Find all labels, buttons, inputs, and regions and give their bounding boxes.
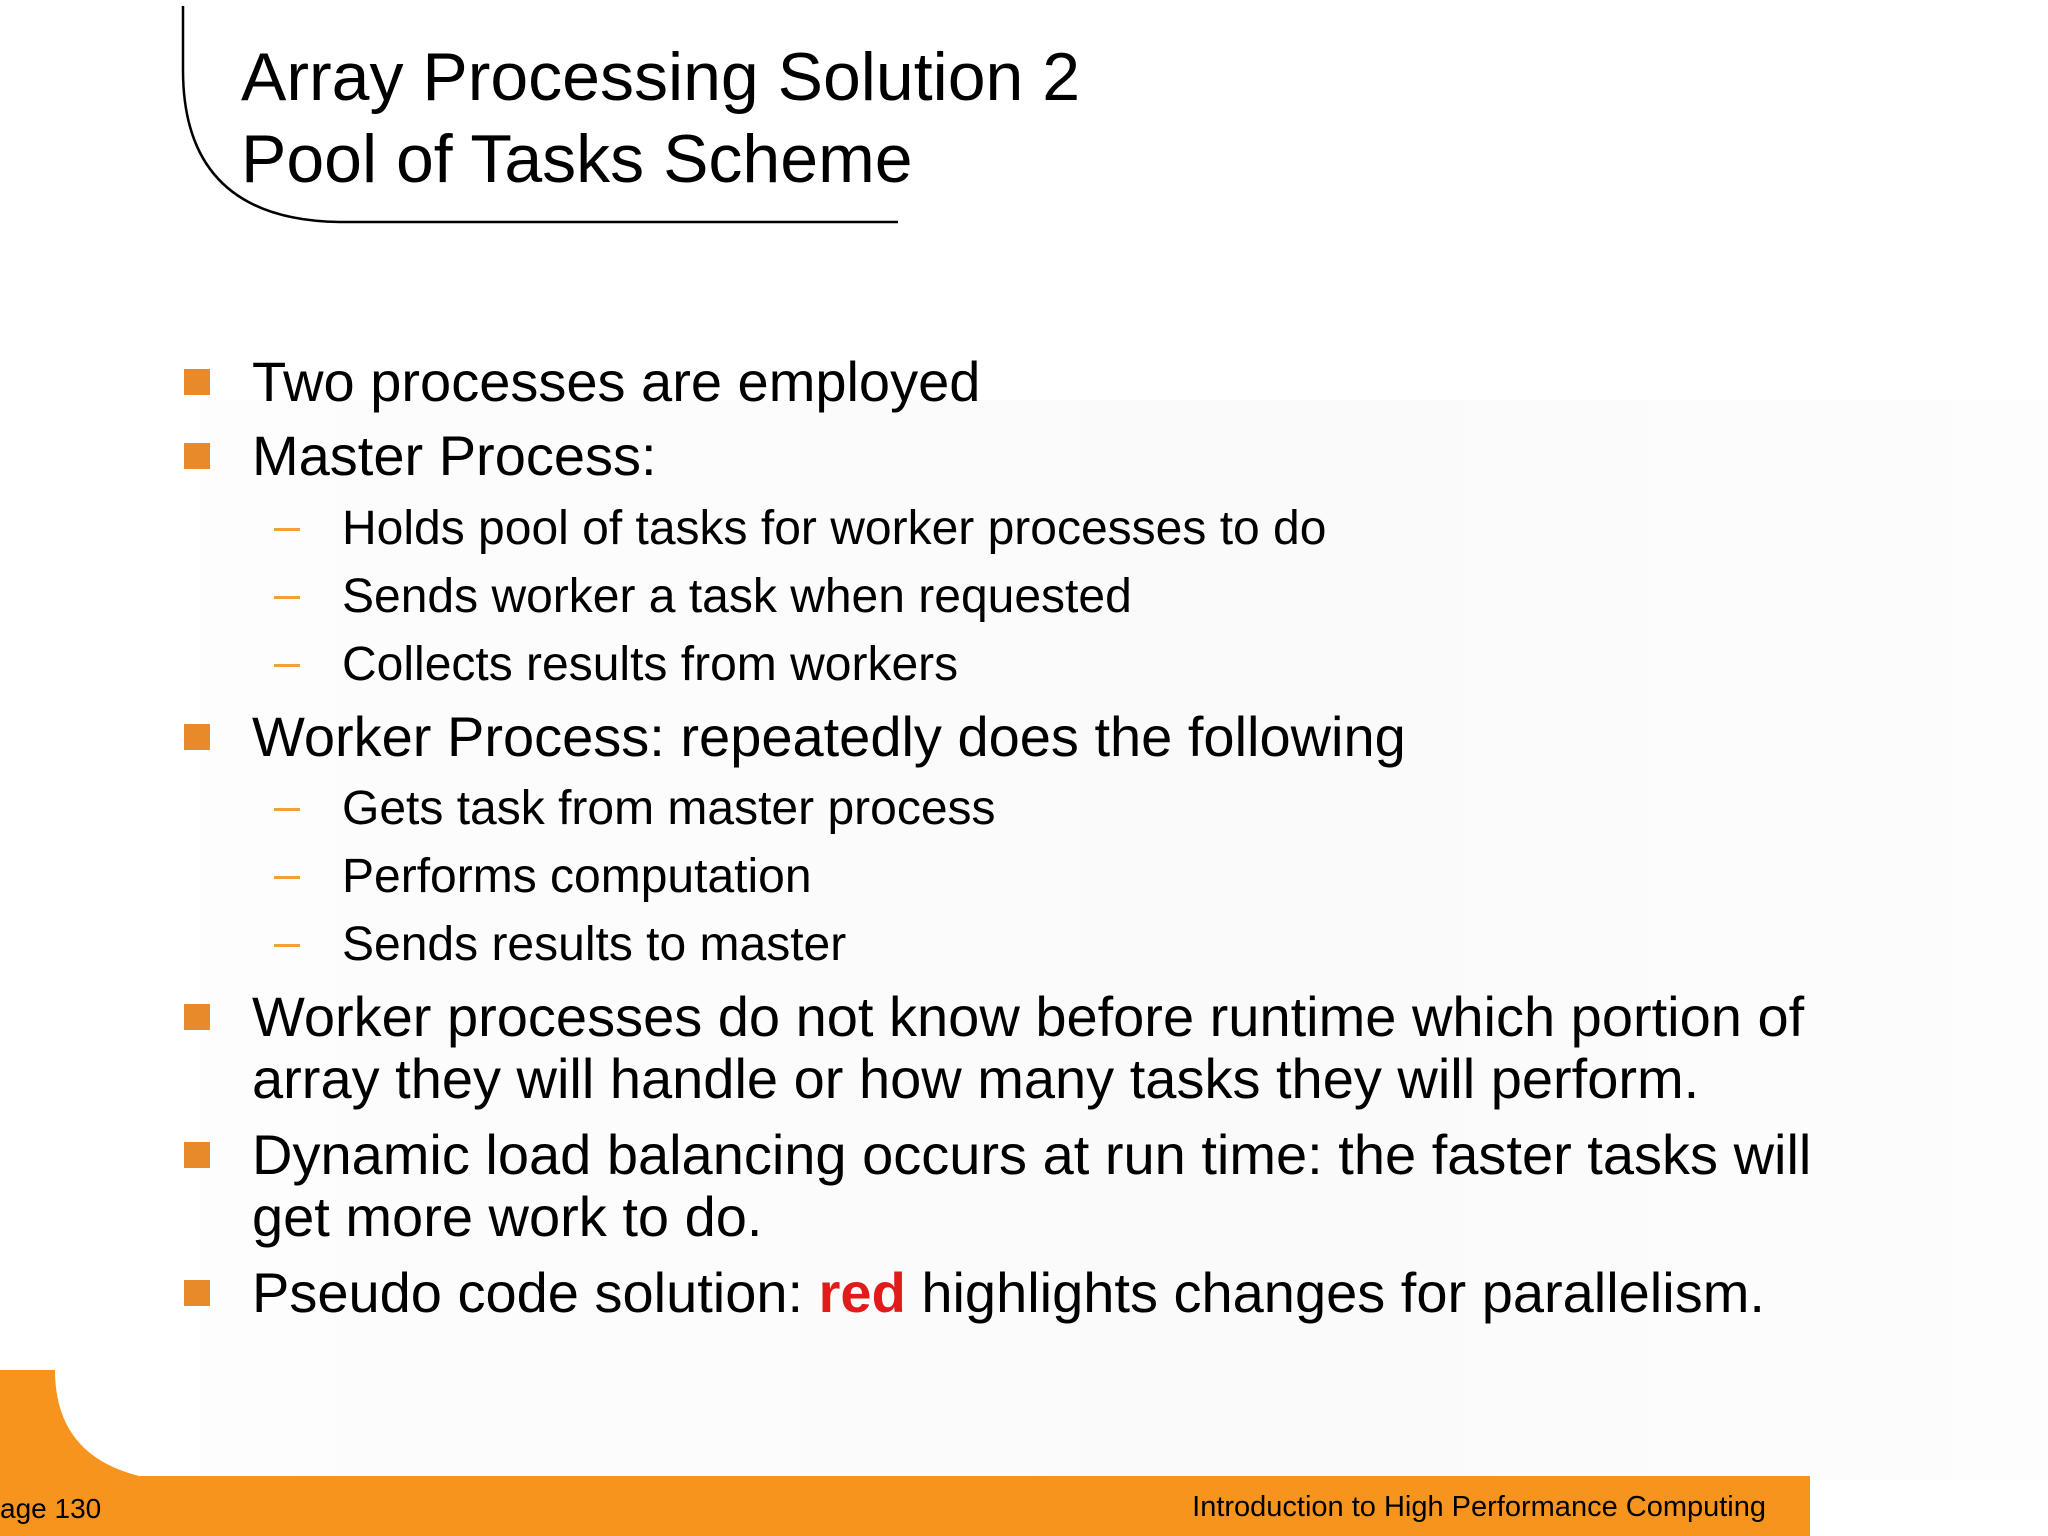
bullet-square-icon [184,443,210,469]
bullet-item-3: Worker Process: repeatedly does the following [252,705,1406,768]
bullet-square-icon [184,369,210,395]
page-number: age 130 [0,1493,102,1524]
bullet-square-icon [184,724,210,750]
sub-bullet-dash-icon [274,876,300,879]
bullet-item-2: Master Process: [252,424,657,487]
slide-title-line-2: Pool of Tasks Scheme [241,121,913,197]
sub-item: Sends worker a task when requested [342,570,1132,623]
sub-bullet-dash-icon [274,528,300,531]
course-title: Introduction to High Performance Computing [1192,1491,1766,1523]
bullet-item-6-text: Pseudo code solution: [252,1261,819,1324]
bullet-item-6 [252,1262,1765,1324]
bullet-item-5-line-1: Dynamic load balancing occurs at run time: the faster tasks will [252,1123,1812,1186]
sub-item: Gets task from master process [342,782,996,835]
sub-item: Performs computation [342,850,812,903]
slide-title-line-1: Array Processing Solution 2 [241,39,1081,115]
bullet-item-1: Two processes are employed [252,350,981,413]
sub-bullet-dash-icon [274,664,300,667]
bullet-item-6-text-end: highlights changes for parallelism. [905,1261,1765,1324]
sub-bullet-dash-icon [274,944,300,947]
bullet-square-icon [184,1280,210,1306]
bullet-item-4-line-1: Worker processes do not know before runtime which portion of [252,985,1805,1048]
bullet-item-4-line-2: array they will handle or how many tasks they will perform. [252,1047,1700,1110]
footer-curve-decoration [0,1370,200,1480]
bullet-square-icon [184,1142,210,1168]
sub-bullet-dash-icon [274,596,300,599]
sub-item: Holds pool of tasks for worker processes to do [342,502,1327,555]
sub-item: Collects results from workers [342,638,959,691]
bullet-square-icon [184,1004,210,1030]
red-highlight-word: red [818,1261,906,1324]
bullet-item-5-line-2: get more work to do. [252,1185,763,1248]
sub-item: Sends results to master [342,918,847,971]
sub-bullet-dash-icon [274,808,300,811]
